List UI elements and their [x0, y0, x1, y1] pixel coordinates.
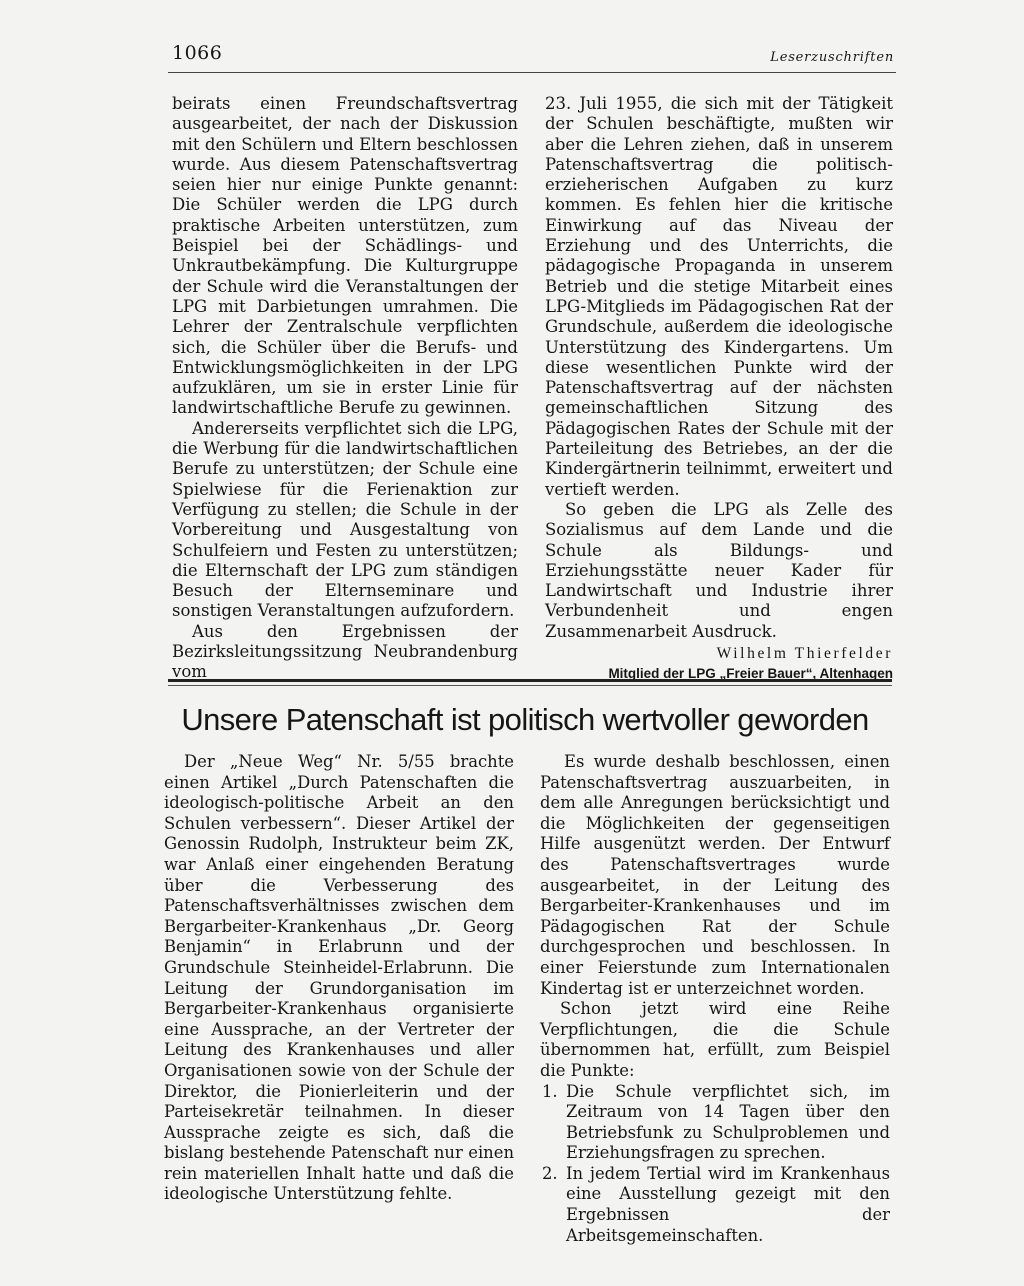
- paragraph: Aus den Ergebnissen der Bezirksleitungssitzung Neubrandenburg vom: [172, 621, 518, 682]
- paragraph: Der „Neue Weg“ Nr. 5/55 brachte einen Artikel „Durch Patenschaften die ideologisch-politische Arbeit an den Schulen verbessern“. Dieser Artikel der Genossin Rudolph, Instrukteur beim ZK, war Anlaß einer eingehenden Beratung über die Verbesserung des Patenschaftsverhältnisses zwischen dem Bergarbeiter-Krankenhaus „Dr. Georg Benjamin“ in Erlabrunn und der Grundschule Steinheidel-Erlabrunn. Die Leitung der Grundorganisation im Bergarbeiter-Krankenhaus organisierte eine Aussprache, an der Vertreter der Leitung des Krankenhauses und aller Organisationen sowie von der Schule der Direktor, die Pionierleiterin und der Parteisekretär teilnahmen. In dieser Aussprache zeigte es sich, daß die bislang bestehende Patenschaft nur einen rein materiellen Inhalt hatte und daß die ideologische Unterstützung fehlte.: [164, 752, 514, 1204]
- list-text: In jedem Tertial wird im Krankenhaus eine Ausstellung gezeigt mit den Ergebnissen der Arbeitsgemeinschaften.: [566, 1163, 890, 1245]
- paragraph: So geben die LPG als Zelle des Sozialismus auf dem Lande und die Schule als Bildungs- und Erziehungsstätte neuer Kader für Landwirtschaft und Industrie ihrer Verbundenheit und engen Zusammenarbeit Ausdruck.: [545, 499, 893, 641]
- list-text: Die Schule verpflichtet sich, im Zeitraum von 14 Tagen über den Betriebsfunk zu Schulproblemen und Erziehungsfragen zu sprechen.: [566, 1081, 890, 1163]
- article-title: Unsere Patenschaft ist politisch wertvoller geworden: [181, 702, 869, 737]
- article-column-left: [164, 752, 514, 1205]
- paragraph: beirats einen Freundschaftsvertrag ausgearbeitet, der nach der Diskussion mit den Schülern und Eltern beschlossen wurde. Aus diesem Patenschaftsvertrag seien hier nur einige Punkte genannt: Die Schüler werden die LPG durch praktische Arbeiten unterstützen, zum Beispiel bei der Schädlings- und Unkrautbekämpfung. Die Kulturgruppe der Schule wird die Veranstaltungen der LPG mit Darbietungen umrahmen. Die Lehrer der Zentralschule verpflichten sich, die Schüler über die Berufs- und Entwicklungsmöglichkeiten in der LPG aufzuklären, um sie in erster Linie für landwirtschaftliche Berufe zu gewinnen.: [172, 94, 518, 418]
- letter-column-right: [545, 94, 893, 684]
- section-label: Leserzuschriften: [770, 50, 894, 65]
- numbered-list: [540, 1082, 890, 1247]
- list-item: [540, 1164, 890, 1246]
- header-rule: [168, 72, 896, 73]
- letter-column-left: [172, 94, 518, 683]
- article-column-right: [540, 752, 890, 1246]
- list-number: 2.: [542, 1163, 558, 1183]
- page-number: 1066: [172, 42, 223, 64]
- list-item: [540, 1082, 890, 1164]
- affiliation: Mitglied der LPG „Freier Bauer“, Altenhagen: [608, 666, 893, 682]
- list-number: 1.: [542, 1081, 558, 1101]
- paragraph: 23. Juli 1955, die sich mit der Tätigkeit der Schulen beschäftigte, mußten wir aber die Lehren ziehen, daß in unserem Patenschaftsvertrag die politisch-erzieherischen Aufgaben zu kurz kommen. Es fehlen hier die kritische Einwirkung auf das Niveau der Erziehung und des Unterrichts, die pädagogische Propaganda in unserem Betrieb und die stetige Mitarbeit eines LPG-Mitglieds im Pädagogischen Rat der Grundschule, außerdem die ideologische Unterstützung des Kindergartens. Um diese wesentlichen Punkte wird der Patenschaftsvertrag auf der nächsten gemeinschaftlichen Sitzung des Pädagogischen Rates der Schule mit der Parteileitung des Betriebes, an der die Kindergärtnerin teilnimmt, erweitert und vertieft werden.: [545, 94, 893, 499]
- paragraph: Andererseits verpflichtet sich die LPG, die Werbung für die landwirtschaftlichen Berufe zu unterstützen; der Schule eine Spielwiese für die Ferienaktion zur Verfügung zu stellen; die Schule in der Vorbereitung und Ausgestaltung von Schulfeiern und Festen zu unterstützen; die Elternschaft der LPG zum ständigen Besuch der Elternseminare und sonstigen Veranstaltungen aufzufordern.: [172, 418, 518, 621]
- paragraph: Schon jetzt wird eine Reihe Verpflichtungen, die die Schule übernommen hat, erfüllt, zum Beispiel die Punkte:: [540, 999, 890, 1080]
- paragraph: Es wurde deshalb beschlossen, einen Patenschaftsvertrag auszuarbeiten, in dem alle Anregungen berücksichtigt und die Möglichkeiten der gegenseitigen Hilfe ausgenützt werden. Der Entwurf des Patenschaftsvertrages wurde ausgearbeitet, in der Leitung des Bergarbeiter-Krankenhauses und im Pädagogischen Rat der Schule durchgesprochen und beschlossen. In einer Feierstunde zum Internationalen Kindertag ist er unterzeichnet worden.: [540, 752, 890, 998]
- signature: Wilhelm Thierfelder: [716, 645, 893, 663]
- section-divider: [168, 679, 892, 682]
